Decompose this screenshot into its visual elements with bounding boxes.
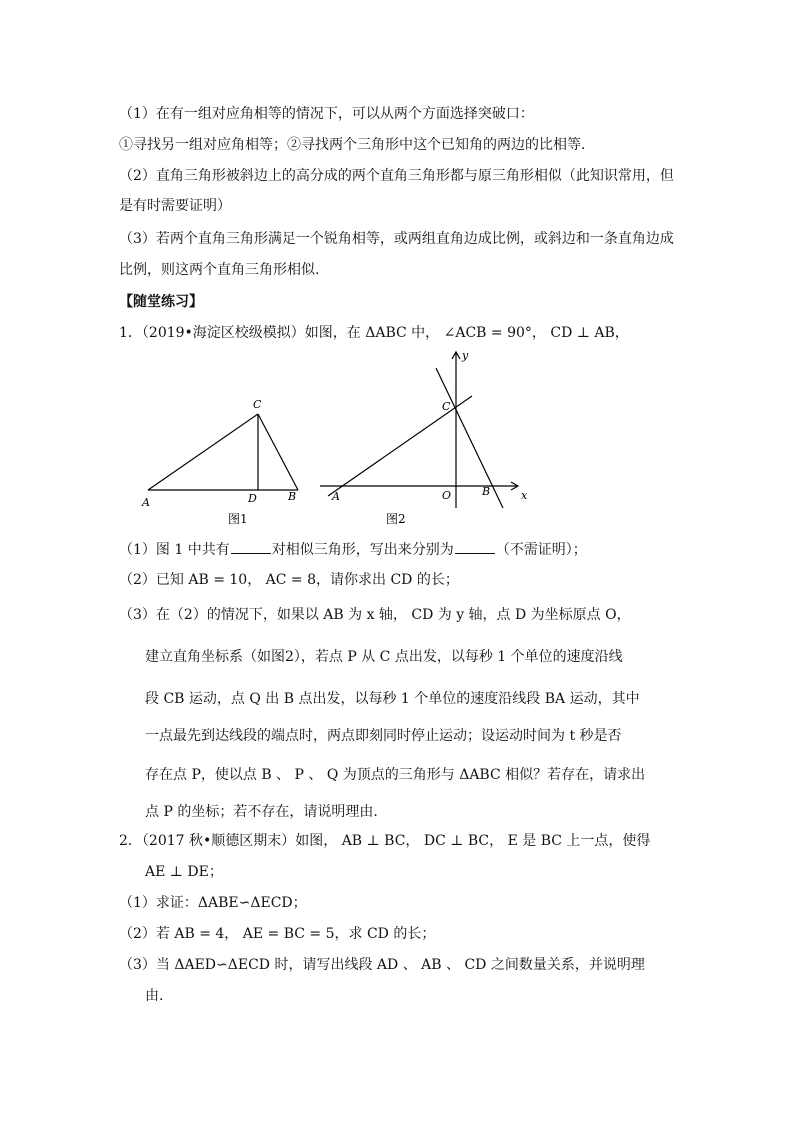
fig2-label-o: O — [442, 489, 452, 502]
q2-part2: （2）若 AB = 4， AE = BC = 5，求 CD 的长； — [119, 926, 436, 942]
q1-part3-l6: 点 P 的坐标；若不存在，请说明理由. — [145, 804, 378, 820]
q1-stem: 1．（2019•海淀区校级模拟）如图，在 ΔABC 中， ∠ACB = 90°， CD ⊥ AB， — [119, 325, 629, 341]
fig2-label-a: A — [332, 490, 340, 503]
note-4b: 比例，则这两个直角三角形相似. — [119, 262, 320, 278]
q1-part3-l4: 一点最先到达线段的端点时，两点即刻同时停止运动；设运动时间为 t 秒是否 — [145, 728, 622, 744]
q1-part1-b: 对相似三角形，写出来分别为 — [271, 542, 454, 558]
note-3a: （2）直角三角形被斜边上的高分成的两个直角三角形都与原三角形相似（此知识常用，但 — [119, 168, 674, 184]
fig1-label-d: D — [248, 492, 257, 505]
note-4a: （3）若两个直角三角形满足一个锐角相等，或两组直角边成比例，或斜边和一条直角边成 — [119, 231, 674, 247]
note-1: （1）在有一组对应角相等的情况下，可以从两个方面选择突破口： — [119, 106, 534, 122]
q2-stem-l2: AE ⊥ DE； — [145, 864, 223, 880]
q2-part3-l2: 由. — [145, 988, 164, 1004]
q1-part1 — [119, 539, 587, 560]
q1-part1-a: （1）图 1 中共有 — [119, 542, 230, 558]
answer-blank-1[interactable] — [231, 539, 271, 554]
q1-part3-l1: （3）在（2）的情况下，如果以 AB 为 x 轴， CD 为 y 轴，点 D 为坐标原点 O， — [119, 607, 631, 623]
fig2-label-b: B — [482, 485, 491, 498]
note-2: ①寻找另一组对应角相等；②寻找两个三角形中这个已知角的两边的比相等. — [119, 137, 586, 153]
figure-1 — [140, 392, 310, 527]
section-title: 【随堂练习】 — [119, 294, 203, 310]
fig2-caption: 图2 — [386, 512, 406, 526]
q1-part3-l5: 存在点 P，使以点 B 、 P 、 Q 为顶点的三角形与 ΔABC 相似？若存在，请求出 — [145, 767, 646, 783]
fig1-side-cb — [258, 414, 298, 490]
fig1-side-ac — [148, 414, 258, 490]
fig1-label-b: B — [288, 490, 297, 503]
fig1-label-a: A — [142, 496, 150, 509]
q1-part3-l3: 段 CB 运动，点 Q 出 B 点出发，以每秒 1 个单位的速度沿线段 BA 运动，其中 — [145, 691, 640, 707]
q2-part3-l1: （3）当 ΔAED∽ΔECD 时，请写出线段 AD 、 AB 、 CD 之间数量关系，并说明理 — [119, 957, 645, 973]
fig2-label-c: C — [442, 400, 451, 413]
note-3b: 是有时需要证明） — [119, 198, 231, 214]
q1-part1-c: （不需证明）； — [495, 542, 587, 558]
q1-part3-l2: 建立直角坐标系（如图2），若点 P 从 C 点出发，以每秒 1 个单位的速度沿线 — [145, 649, 623, 665]
fig1-caption: 图1 — [228, 512, 248, 526]
figure-2 — [318, 346, 538, 527]
q2-stem-l1: 2．（2017 秋•顺德区期末）如图， AB ⊥ BC， DC ⊥ BC， E 是 BC 上一点，使得 — [119, 833, 651, 849]
answer-blank-2[interactable] — [455, 539, 495, 554]
q2-part1: （1）求证：ΔABE∽ΔECD； — [119, 895, 307, 911]
fig2-line-cb — [436, 368, 503, 508]
fig1-label-c: C — [253, 398, 262, 411]
q1-part2: （2）已知 AB = 10， AC = 8，请你求出 CD 的长； — [119, 572, 459, 588]
fig2-label-y: y — [462, 349, 469, 362]
fig2-label-x: x — [521, 489, 528, 502]
